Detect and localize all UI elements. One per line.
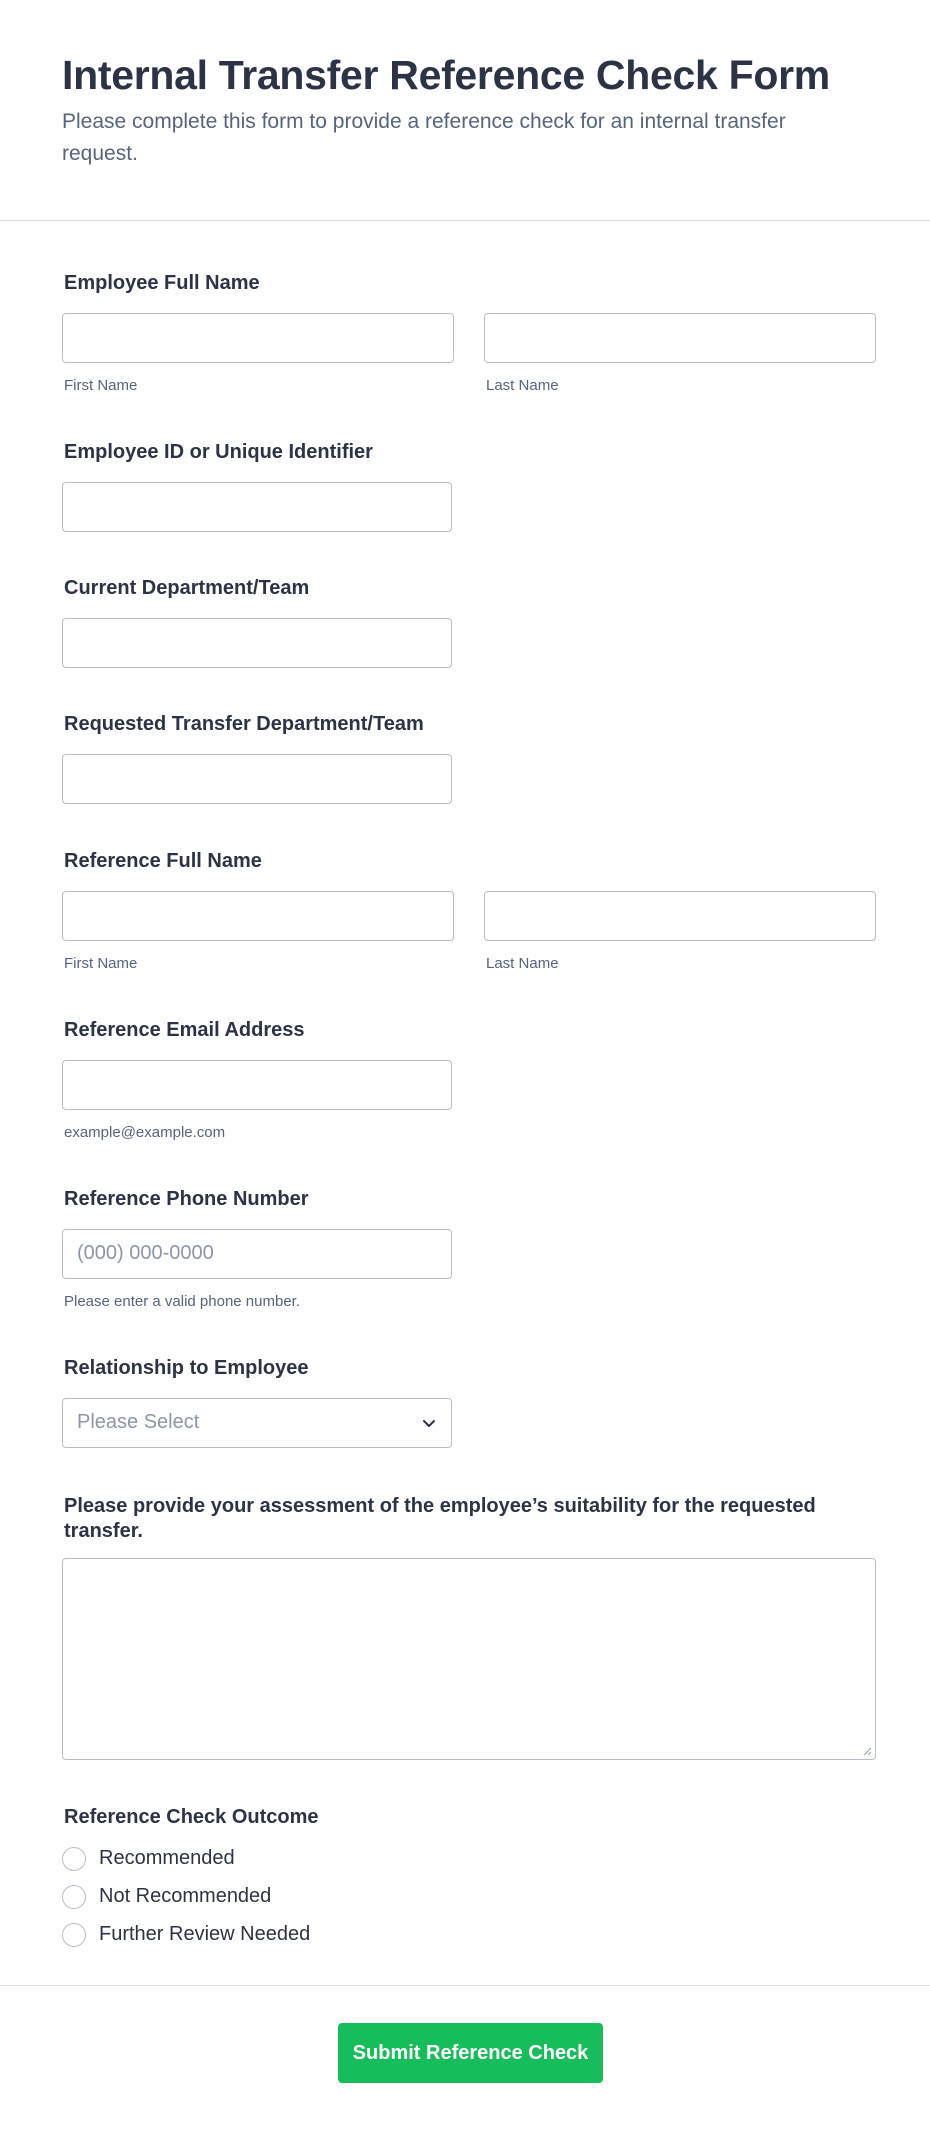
employee-name-label: Employee Full Name <box>64 272 260 294</box>
relationship-selected-value: Please Select <box>77 1411 200 1433</box>
reference-email-sublabel: example@example.com <box>64 1124 226 1141</box>
requested-department-input[interactable] <box>62 754 452 804</box>
reference-phone-label: Reference Phone Number <box>64 1188 309 1210</box>
reference-name-label: Reference Full Name <box>64 850 262 872</box>
reference-email-input[interactable] <box>62 1060 452 1110</box>
page-subtitle: Please complete this form to provide a reference check for an internal transfer request. <box>62 110 786 165</box>
current-department-label: Current Department/Team <box>64 577 310 599</box>
assessment-label: Please provide your assessment of the employee’s suitability for the requested transfer. <box>64 1495 816 1542</box>
outcome-option-not-recommended[interactable] <box>62 1883 292 1911</box>
employee-first-name-sublabel: First Name <box>64 377 138 394</box>
reference-last-name-input[interactable] <box>484 891 876 941</box>
footer-divider <box>0 1985 930 1986</box>
requested-department-label: Requested Transfer Department/Team <box>64 713 424 735</box>
current-department-input[interactable] <box>62 618 452 668</box>
reference-phone-input[interactable] <box>62 1229 452 1279</box>
employee-first-name-input[interactable] <box>62 313 454 363</box>
assessment-textarea[interactable] <box>62 1558 876 1760</box>
outcome-option-label: Not Recommended <box>99 1885 272 1907</box>
outcome-option-label: Recommended <box>99 1847 235 1869</box>
submit-button[interactable]: Submit Reference Check <box>338 2023 603 2083</box>
employee-id-label: Employee ID or Unique Identifier <box>64 441 373 463</box>
radio-icon[interactable] <box>62 1923 86 1947</box>
radio-icon[interactable] <box>62 1885 86 1909</box>
reference-first-name-input[interactable] <box>62 891 454 941</box>
radio-icon[interactable] <box>62 1847 86 1871</box>
employee-id-input[interactable] <box>62 482 452 532</box>
reference-first-name-sublabel: First Name <box>64 955 138 972</box>
reference-phone-sublabel: Please enter a valid phone number. <box>64 1293 300 1310</box>
employee-last-name-sublabel: Last Name <box>486 377 559 394</box>
phone-placeholder: (000) 000-0000 <box>77 1242 214 1264</box>
outcome-label: Reference Check Outcome <box>64 1806 319 1828</box>
chevron-down-icon <box>421 1415 437 1431</box>
relationship-label: Relationship to Employee <box>64 1357 309 1379</box>
page-title: Internal Transfer Reference Check Form <box>62 52 830 98</box>
outcome-option-recommended[interactable] <box>62 1845 262 1873</box>
relationship-select[interactable] <box>62 1398 452 1448</box>
reference-email-label: Reference Email Address <box>64 1019 305 1041</box>
outcome-option-label: Further Review Needed <box>99 1923 311 1945</box>
reference-last-name-sublabel: Last Name <box>486 955 559 972</box>
form-header <box>0 0 930 221</box>
employee-last-name-input[interactable] <box>484 313 876 363</box>
resize-grip-icon[interactable] <box>862 1746 872 1756</box>
outcome-option-further-review[interactable] <box>62 1921 322 1949</box>
